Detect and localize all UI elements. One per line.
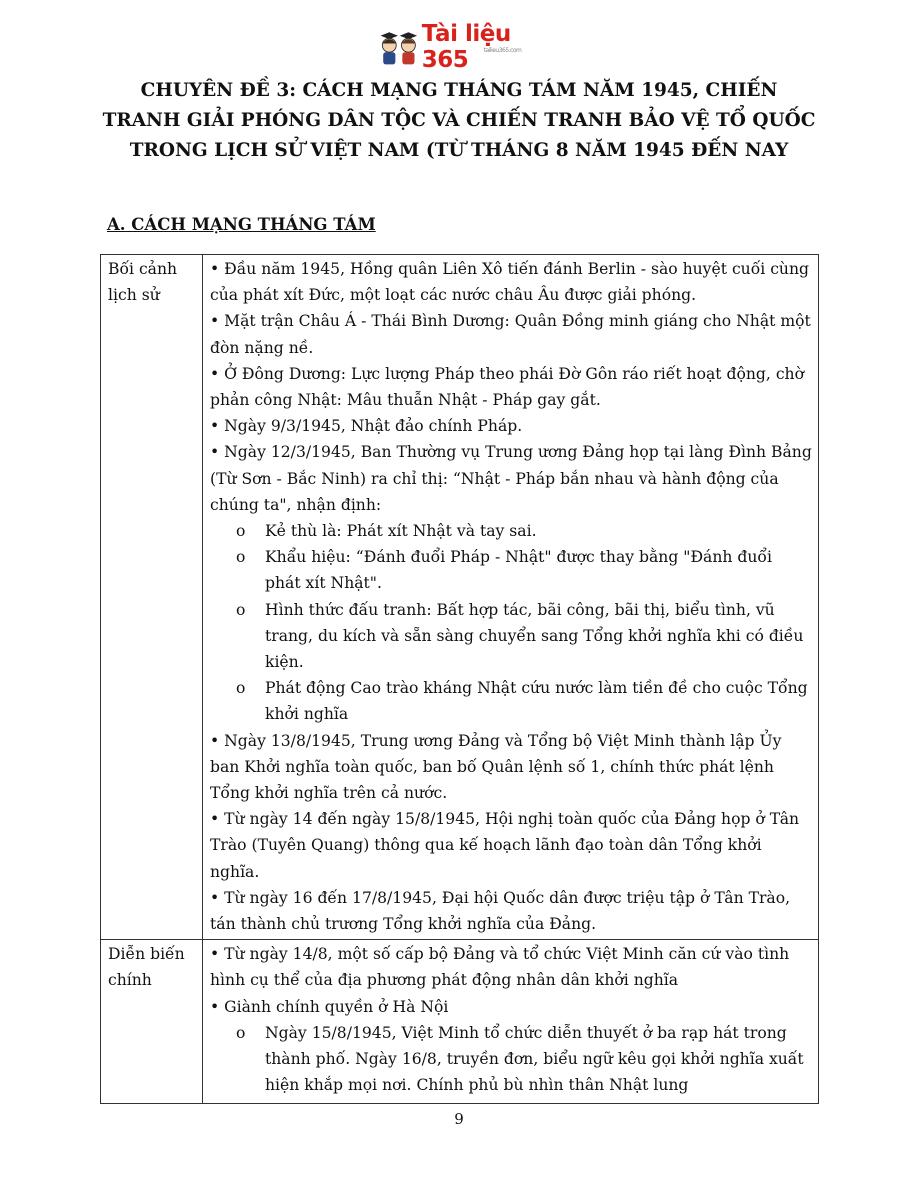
document-title: CHUYÊN ĐỀ 3: CÁCH MẠNG THÁNG TÁM NĂM 1945, CHIẾN TRANH GIẢI PHÓNG DÂN TỘC VÀ CHIẾN TRANH BẢO VỆ TỔ QUỐC TRONG LỊCH SỬ VIỆT NAM (TỪ THÁNG 8 NĂM 1945 ĐẾN NAY	[102, 80, 816, 161]
brand-tagline: tailieu365.com	[483, 47, 522, 54]
content-table	[100, 254, 819, 1104]
row-label: Diễn biến chính	[101, 940, 203, 1104]
bullet-item: • Đầu năm 1945, Hồng quân Liên Xô tiến đánh Berlin - sào huyệt cuối cùng của phát xít Đức, một loạt các nước châu Âu được giải phóng.	[210, 260, 810, 305]
sub-bullet-item: o Ngày 15/8/1945, Việt Minh tổ chức diễn thuyết ở ba rạp hát trong thành phố. Ngày 16/8, truyền đơn, biểu ngữ kêu gọi khởi nghĩa xuất hiện khắp mọi nơi. Chính phủ bù nhìn thân Nhật lung	[210, 1020, 812, 1099]
bullet-item: • Từ ngày 14 đến ngày 15/8/1945, Hội nghị toàn quốc của Đảng họp ở Tân Trào (Tuyên Quang) thông qua kế hoạch lãnh đạo toàn dân Tổng khởi nghĩa.	[210, 810, 800, 881]
sub-bullet-item: o Phát động Cao trào kháng Nhật cứu nước làm tiền đề cho cuộc Tổng khởi nghĩa	[210, 675, 812, 727]
circle-bullet-icon: o	[236, 679, 246, 698]
circle-bullet-icon: o	[236, 600, 246, 619]
section-heading: A. CÁCH MẠNG THÁNG TÁM	[107, 215, 376, 234]
sub-bullet-item: o Hình thức đấu tranh: Bất hợp tác, bãi công, bãi thị, biểu tình, vũ trang, du kích và sẵn sàng chuyển sang Tổng khởi nghĩa khi có điều kiện.	[210, 597, 812, 676]
bullet-item: • Từ ngày 14/8, một số cấp bộ Đảng và tổ chức Việt Minh căn cứ vào tình hình cụ thể của địa phương phát động nhân dân khởi nghĩa	[210, 945, 790, 990]
bullet-item: • Giành chính quyền ở Hà Nội	[210, 997, 449, 1016]
bullet-item: • Ngày 13/8/1945, Trung ương Đảng và Tổng bộ Việt Minh thành lập Ủy ban Khởi nghĩa toàn quốc, ban bố Quân lệnh số 1, chính thức phát lệnh Tổng khởi nghĩa trên cả nước.	[210, 731, 782, 803]
row-content	[203, 255, 819, 940]
circle-bullet-icon: o	[236, 1023, 246, 1042]
page-number: 9	[454, 1110, 464, 1128]
circle-bullet-icon: o	[236, 548, 246, 567]
bullet-item: • Ngày 12/3/1945, Ban Thường vụ Trung ương Đảng họp tại làng Đình Bảng (Từ Sơn - Bắc Ninh) ra chỉ thị: “Nhật - Pháp bắn nhau và hành động của chúng ta", nhận định:	[210, 443, 812, 514]
table-row	[101, 255, 819, 940]
row-label: Bối cảnh lịch sử	[101, 255, 203, 940]
bullet-item: • Từ ngày 16 đến 17/8/1945, Đại hội Quốc dân được triệu tập ở Tân Trào, tán thành chủ trương Tổng khởi nghĩa của Đảng.	[210, 888, 791, 934]
sub-bullet-item: o Khẩu hiệu: “Đánh đuổi Pháp - Nhật" được thay bằng "Đánh đuổi phát xít Nhật".	[210, 544, 812, 596]
bullet-item: • Ở Đông Dương: Lực lượng Pháp theo phái Đờ Gôn ráo riết hoạt động, chờ phản công Nhật: Mâu thuẫn Nhật - Pháp gay gắt.	[210, 364, 804, 410]
circle-bullet-icon: o	[236, 522, 246, 541]
bullet-item: • Ngày 9/3/1945, Nhật đảo chính Pháp.	[210, 417, 523, 436]
table-row	[101, 940, 819, 1104]
sub-bullet-item: o Kẻ thù là: Phát xít Nhật và tay sai.	[210, 518, 812, 544]
bullet-item: • Mặt trận Châu Á - Thái Bình Dương: Quân Đồng minh giáng cho Nhật một đòn nặng nề.	[210, 312, 811, 357]
students-mascot-icon	[378, 25, 420, 69]
row-content	[203, 940, 819, 1104]
brand-name: Tài liệu 365	[421, 21, 511, 73]
site-logo	[378, 21, 546, 73]
